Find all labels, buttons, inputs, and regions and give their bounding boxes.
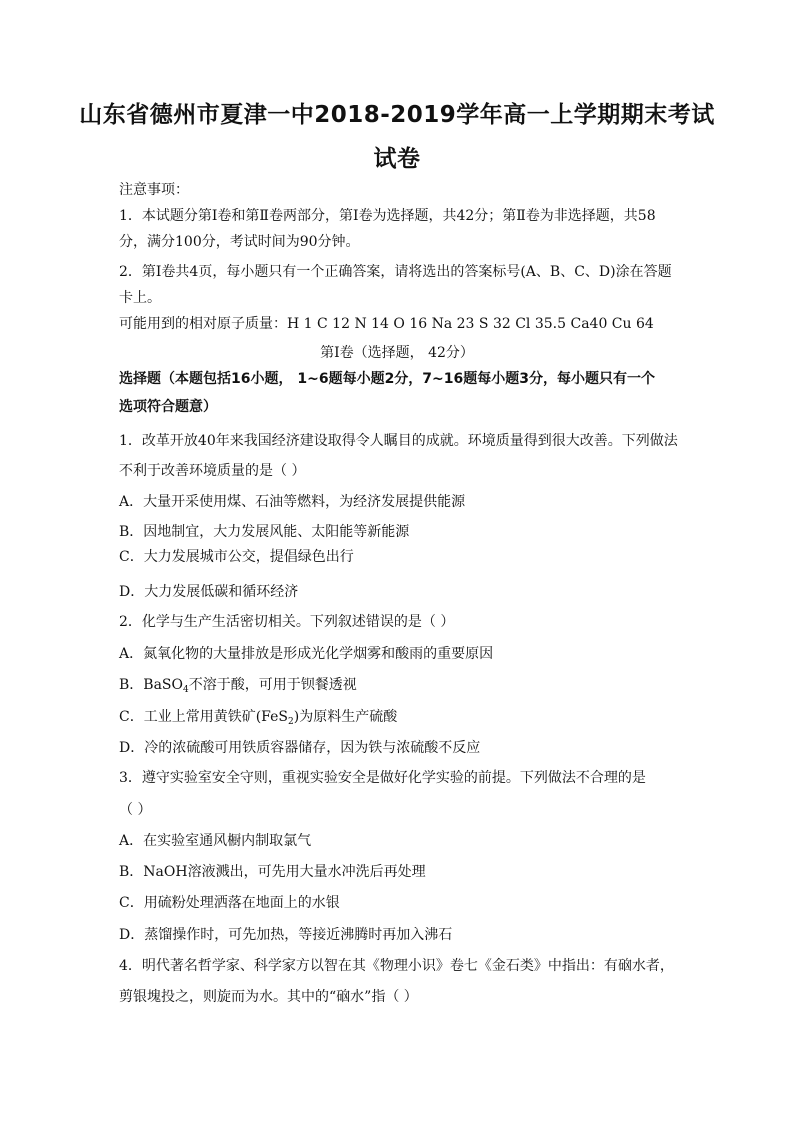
section-instruction-line-1: 选择题（本题包括16小题， 1~6题每小题2分，7~16题每小题3分，每小题只有一个 bbox=[119, 371, 656, 387]
q1-option-a: A．大量开采使用煤、石油等燃料，为经济发展提供能源 bbox=[119, 494, 466, 510]
section-heading: 第Ⅰ卷（选择题， 42分） bbox=[320, 345, 474, 361]
q2-option-a: A．氮氧化物的大量排放是形成光化学烟雾和酸雨的重要原因 bbox=[119, 646, 494, 662]
q1-stem-line-1: 1．改革开放40年来我国经济建设取得令人瞩目的成就。环境质量得到很大改善。下列做法 bbox=[119, 433, 678, 449]
notes-heading: 注意事项： bbox=[119, 182, 189, 198]
q3-option-d: D．蒸馏操作时，可先加热，等接近沸腾时再加入沸石 bbox=[119, 927, 453, 943]
notes-item-1-line-1: 1．本试题分第Ⅰ卷和第Ⅱ卷两部分，第Ⅰ卷为选择题，共42分；第Ⅱ卷为非选择题，共58 bbox=[119, 208, 656, 224]
q3-option-a: A．在实验室通风橱内制取氯气 bbox=[119, 833, 312, 849]
notes-item-1-line-2: 分，满分100分，考试时间为90分钟。 bbox=[119, 234, 360, 250]
q1-option-d: D．大力发展低碳和循环经济 bbox=[119, 584, 299, 600]
atomic-masses: 可能用到的相对原子质量：H 1 C 12 N 14 O 16 Na 23 S 32 Cl 35.5 Ca40 Cu 64 bbox=[119, 316, 654, 332]
q2-option-c-post: )为原料生产硫酸 bbox=[293, 709, 398, 725]
notes-item-2-line-1: 2．第Ⅰ卷共4页，每小题只有一个正确答案，请将选出的答案标号(A、B、C、D)涂在答题 bbox=[119, 264, 672, 280]
q4-stem-line-2: 剪银塊投之，则旋而为水。其中的“硇水”指（ ） bbox=[119, 989, 418, 1005]
q3-option-c: C．用硫粉处理洒落在地面上的水银 bbox=[119, 895, 340, 911]
q2-option-c-subscript: 2 bbox=[288, 717, 294, 727]
q4-stem-line-1: 4．明代著名哲学家、科学家方以智在其《物理小识》卷七《金石类》中指出：有硇水者， bbox=[119, 958, 674, 974]
q2-option-b-pre: B．BaSO bbox=[119, 677, 183, 693]
q2-option-c-pre: C．工业上常用黄铁矿(FeS bbox=[119, 709, 288, 725]
q2-stem: 2．化学与生产生活密切相关。下列叙述错误的是（ ） bbox=[119, 614, 455, 630]
q2-option-b-post: 不溶于酸，可用于钡餐透视 bbox=[188, 677, 357, 693]
exam-title-line-1: 山东省德州市夏津一中2018-2019学年高一上学期期末考试 bbox=[79, 102, 715, 128]
q1-option-c: C．大力发展城市公交，提倡绿色出行 bbox=[119, 549, 354, 565]
q3-stem-line-2: （ ） bbox=[119, 802, 152, 818]
q2-option-b-subscript: 4 bbox=[183, 685, 189, 695]
exam-title-line-2: 试卷 bbox=[373, 146, 421, 172]
q2-option-c bbox=[119, 707, 397, 727]
q1-stem-line-2: 不利于改善环境质量的是（ ） bbox=[119, 463, 306, 479]
q3-stem-line-1: 3．遵守实验室安全守则，重视实验安全是做好化学实验的前提。下列做法不合理的是 bbox=[119, 770, 646, 786]
q2-option-d: D．冷的浓硫酸可用铁质容器储存，因为铁与浓硫酸不反应 bbox=[119, 740, 481, 756]
q1-option-b: B．因地制宜，大力发展风能、太阳能等新能源 bbox=[119, 524, 410, 540]
section-instruction-line-2: 选项符合题意） bbox=[119, 399, 217, 415]
q3-option-b: B．NaOH溶液溅出，可先用大量水冲洗后再处理 bbox=[119, 864, 426, 880]
notes-item-2-line-2: 卡上。 bbox=[119, 290, 161, 306]
q2-option-b bbox=[119, 675, 357, 695]
